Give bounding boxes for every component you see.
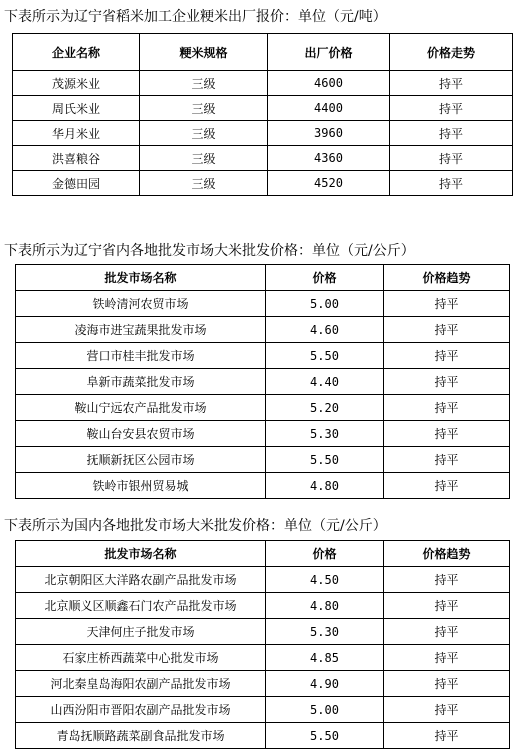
price-cell: 5.50 — [266, 343, 384, 369]
market-name-cell: 凌海市进宝蔬果批发市场 — [16, 317, 266, 343]
trend-cell: 持平 — [384, 723, 510, 749]
market-name-cell: 河北秦皇岛海阳农副产品批发市场 — [16, 671, 266, 697]
market-name-cell: 抚顺新抚区公园市场 — [16, 447, 266, 473]
price-cell: 4.50 — [266, 567, 384, 593]
table3-caption: 下表所示为国内各地批发市场大米批发价格：单位（元/公斤） — [4, 518, 387, 534]
price-cell: 5.50 — [266, 723, 384, 749]
table-row — [13, 146, 513, 171]
table-row — [16, 291, 510, 317]
market-name-cell: 山西汾阳市晋阳农副产品批发市场 — [16, 697, 266, 723]
company-name-cell: 华月米业 — [13, 121, 140, 146]
table2-caption: 下表所示为辽宁省内各地批发市场大米批发价格：单位（元/公斤） — [4, 243, 415, 259]
table-row — [13, 71, 513, 96]
table-row — [16, 317, 510, 343]
grade-cell: 三级 — [140, 71, 268, 96]
price-cell: 4400 — [268, 96, 390, 121]
trend-cell: 持平 — [384, 473, 510, 499]
column-header: 价格走势 — [390, 34, 513, 71]
trend-cell: 持平 — [384, 447, 510, 473]
column-header: 价格 — [266, 541, 384, 567]
trend-cell: 持平 — [384, 291, 510, 317]
market-name-cell: 鞍山台安县农贸市场 — [16, 421, 266, 447]
trend-cell: 持平 — [384, 593, 510, 619]
national-market-price-table — [15, 540, 510, 749]
price-cell: 5.20 — [266, 395, 384, 421]
column-header: 价格 — [266, 265, 384, 291]
table-row — [16, 697, 510, 723]
column-header: 企业名称 — [13, 34, 140, 71]
market-name-cell: 铁岭清河农贸市场 — [16, 291, 266, 317]
price-cell: 4520 — [268, 171, 390, 196]
market-name-cell: 铁岭市银州贸易城 — [16, 473, 266, 499]
table-row — [16, 343, 510, 369]
trend-cell: 持平 — [390, 121, 513, 146]
table-row — [16, 593, 510, 619]
rice-factory-price-table — [12, 33, 513, 196]
price-cell: 4600 — [268, 71, 390, 96]
table-header-row — [13, 34, 513, 71]
table-row — [16, 395, 510, 421]
trend-cell: 持平 — [384, 697, 510, 723]
trend-cell: 持平 — [384, 645, 510, 671]
column-header: 出厂价格 — [268, 34, 390, 71]
table-header-row — [16, 541, 510, 567]
column-header: 批发市场名称 — [16, 265, 266, 291]
price-cell: 3960 — [268, 121, 390, 146]
price-cell: 4.85 — [266, 645, 384, 671]
trend-cell: 持平 — [384, 421, 510, 447]
column-header: 价格趋势 — [384, 541, 510, 567]
market-name-cell: 鞍山宁远农产品批发市场 — [16, 395, 266, 421]
column-header: 粳米规格 — [140, 34, 268, 71]
market-name-cell: 天津何庄子批发市场 — [16, 619, 266, 645]
table-row — [16, 645, 510, 671]
table-row — [13, 96, 513, 121]
trend-cell: 持平 — [390, 146, 513, 171]
trend-cell: 持平 — [390, 171, 513, 196]
liaoning-market-price-table — [15, 264, 510, 499]
company-name-cell: 茂源米业 — [13, 71, 140, 96]
price-cell: 5.30 — [266, 421, 384, 447]
trend-cell: 持平 — [384, 567, 510, 593]
grade-cell: 三级 — [140, 96, 268, 121]
table-row — [13, 171, 513, 196]
trend-cell: 持平 — [384, 317, 510, 343]
column-header: 价格趋势 — [384, 265, 510, 291]
table1-caption: 下表所示为辽宁省稻米加工企业粳米出厂报价：单位（元/吨） — [4, 9, 387, 25]
price-cell: 4360 — [268, 146, 390, 171]
price-cell: 5.00 — [266, 291, 384, 317]
company-name-cell: 周氏米业 — [13, 96, 140, 121]
grade-cell: 三级 — [140, 146, 268, 171]
table-header-row — [16, 265, 510, 291]
table-row — [16, 671, 510, 697]
market-name-cell: 营口市桂丰批发市场 — [16, 343, 266, 369]
price-cell: 4.40 — [266, 369, 384, 395]
table-row — [13, 121, 513, 146]
grade-cell: 三级 — [140, 171, 268, 196]
table-row — [16, 619, 510, 645]
table-row — [16, 447, 510, 473]
trend-cell: 持平 — [384, 619, 510, 645]
trend-cell: 持平 — [384, 343, 510, 369]
table-row — [16, 421, 510, 447]
price-cell: 4.90 — [266, 671, 384, 697]
market-name-cell: 阜新市蔬菜批发市场 — [16, 369, 266, 395]
company-name-cell: 金德田园 — [13, 171, 140, 196]
trend-cell: 持平 — [384, 671, 510, 697]
company-name-cell: 洪喜粮谷 — [13, 146, 140, 171]
market-name-cell: 北京顺义区顺鑫石门农产品批发市场 — [16, 593, 266, 619]
grade-cell: 三级 — [140, 121, 268, 146]
price-cell: 5.50 — [266, 447, 384, 473]
price-cell: 4.80 — [266, 593, 384, 619]
trend-cell: 持平 — [384, 395, 510, 421]
price-cell: 5.00 — [266, 697, 384, 723]
trend-cell: 持平 — [390, 96, 513, 121]
market-name-cell: 石家庄桥西蔬菜中心批发市场 — [16, 645, 266, 671]
table-row — [16, 567, 510, 593]
market-name-cell: 北京朝阳区大洋路农副产品批发市场 — [16, 567, 266, 593]
table-row — [16, 723, 510, 749]
price-cell: 4.80 — [266, 473, 384, 499]
price-cell: 4.60 — [266, 317, 384, 343]
trend-cell: 持平 — [384, 369, 510, 395]
column-header: 批发市场名称 — [16, 541, 266, 567]
table-row — [16, 473, 510, 499]
table-row — [16, 369, 510, 395]
price-cell: 5.30 — [266, 619, 384, 645]
market-name-cell: 青岛抚顺路蔬菜副食品批发市场 — [16, 723, 266, 749]
trend-cell: 持平 — [390, 71, 513, 96]
